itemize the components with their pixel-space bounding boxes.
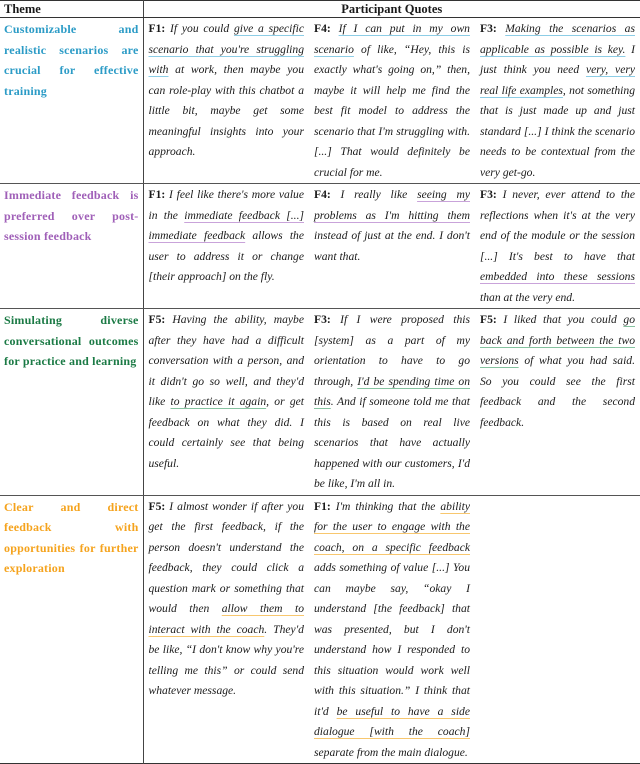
theme-label: Customizable and realistic scenarios are crucial for effective training <box>0 18 143 184</box>
highlighted-quote-text: go back and forth between the two versions <box>480 313 635 367</box>
highlighted-quote-text: Making the scenarios as applicable as possible is key. <box>480 22 635 56</box>
highlighted-quote-text: If I can put in my own scenario <box>314 22 470 56</box>
highlighted-quote-text: be useful to have a side dialogue [with the coach] <box>314 704 470 738</box>
participant-id: F1: <box>314 499 331 513</box>
quote-text: I liked that you could <box>503 313 624 326</box>
quote-text: of like, “Hey, this is exactly what's going on,” then, maybe it will help me find the best fit model to address the scenario that I'm struggling with. [...] That would definitely be crucial for me. <box>314 42 470 179</box>
participant-id: F4: <box>314 22 331 35</box>
quote-text: I really like <box>340 188 418 201</box>
quote-text: If you could <box>170 22 234 35</box>
quote-text: . And if someone told me that this is based on real live scenarios that have actually happened with our customers, I'd be like, I'm all in. <box>314 395 470 490</box>
quote-text: I almost wonder if after you get the first feedback, if the person doesn't understand the feedback, they could click a question mark or something that would then <box>148 499 304 615</box>
highlighted-quote-text: allow them to interact with the coach <box>148 602 305 636</box>
highlighted-quote-text: ability for the user to engage with the coach, on a specific feedback <box>314 499 470 554</box>
quote-cell <box>143 309 309 496</box>
quote-text: , not something that is just made up and just standard [...] I think the scenario needs to be contextual from the very get-go. <box>480 83 635 179</box>
quote-text: Having the ability, maybe after they have had a difficult conversation with a person, and it didn't go so well, and they'd like <box>148 313 304 408</box>
theme-row <box>0 309 640 496</box>
quote-cell <box>143 18 309 184</box>
quote-text: separate from the main dialogue. <box>314 745 468 759</box>
highlighted-quote-text: seeing my problems as I'm hitting them <box>314 188 470 222</box>
highlighted-quote-text: very, very real life examples <box>480 63 635 97</box>
header-row <box>0 1 640 18</box>
quote-cell <box>309 495 475 764</box>
quote-cell <box>475 18 640 184</box>
theme-header: Theme <box>0 1 143 18</box>
theme-label: Immediate feedback is preferred over post-session feedback <box>0 184 143 309</box>
quote-text: at work, then maybe you can role-play with this chatbot a little bit, maybe get some meaningful insights into your approach. <box>148 63 304 158</box>
theme-label: Clear and direct feedback with opportunities for further exploration <box>0 495 143 764</box>
quote-cell <box>143 184 309 309</box>
quote-cell <box>143 495 309 764</box>
participant-id: F1: <box>148 22 166 35</box>
participant-id: F3: <box>314 313 331 326</box>
highlighted-quote-text: embedded into these sessions <box>480 270 635 283</box>
quote-text: I never, ever attend to the reflections when it's at the very end of the module or the session [...] It's best to have that <box>480 188 635 263</box>
theme-row <box>0 184 640 309</box>
highlighted-quote-text: immediate feedback [...] immediate feedback <box>148 208 304 242</box>
quote-text: . They'd be like, “I don't know why you're telling me this” or could send whatever message. <box>148 622 304 697</box>
theme-label: Simulating diverse conversational outcomes for practice and learning <box>0 309 143 496</box>
highlighted-quote-text: give a specific scenario that you're struggling with <box>148 22 304 76</box>
quotes-header: Participant Quotes <box>143 1 640 18</box>
quote-text: I just think you need <box>480 42 635 76</box>
quote-cell <box>475 495 640 764</box>
quote-text: than at the very end. <box>480 290 575 304</box>
quote-cell <box>475 309 640 496</box>
highlighted-quote-text: to practice it again <box>170 395 267 408</box>
participant-id: F5: <box>148 499 166 513</box>
theme-row <box>0 495 640 764</box>
participant-id: F5: <box>480 313 497 326</box>
quote-cell <box>475 184 640 309</box>
participant-id: F4: <box>314 188 331 201</box>
quote-text: , or get feedback on what they did. I could certainly see that being useful. <box>148 395 305 470</box>
quote-cell <box>309 18 475 184</box>
quote-cell <box>309 309 475 496</box>
highlighted-quote-text: I'd be spending time on this <box>314 374 470 408</box>
theme-row <box>0 18 640 184</box>
quote-text: allows the user to address it or change [their approach] on the fly. <box>148 229 305 283</box>
quote-text: I feel like there's more value in the <box>148 188 304 222</box>
quote-text: If I were proposed this [system] as a part of my orientation to have to go through, <box>314 313 470 388</box>
quote-text: adds something of value [...] You can maybe say, “okay I understand [the feedback] that was presented, but I don't understand how I responded to this situation would work well with this situation.” I think that it'd <box>314 561 470 718</box>
quote-text: of what you had said. So you could see the first feedback and the second feedback. <box>480 354 635 429</box>
quote-text: I'm thinking that the <box>335 499 441 513</box>
quote-cell <box>309 184 475 309</box>
participant-id: F5: <box>148 313 166 326</box>
participant-id: F3: <box>480 22 497 35</box>
participant-id: F1: <box>148 188 166 201</box>
quote-text: instead of just at the end. I don't want that. <box>314 229 470 263</box>
participant-id: F3: <box>480 188 497 201</box>
